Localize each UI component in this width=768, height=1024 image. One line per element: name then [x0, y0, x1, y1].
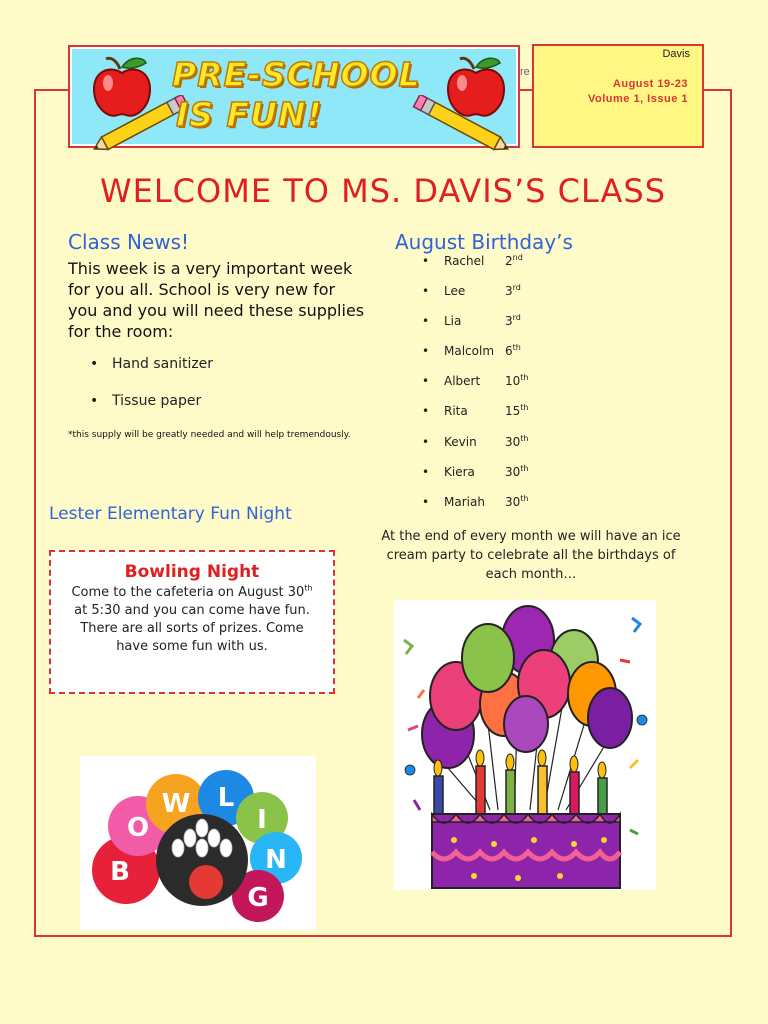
birthdays-heading: August Birthday’s: [395, 230, 573, 254]
birthday-name: Rita: [444, 404, 468, 419]
bowling-body-end: at 5:30 and you can come have fun. There are all sorts of prizes. Come have some fun with us.: [74, 603, 310, 654]
birthday-suffix: th: [520, 493, 529, 503]
supply-list: [90, 356, 213, 430]
list-item: [422, 254, 529, 284]
birthday-suffix: th: [512, 343, 521, 353]
birthday-suffix: rd: [512, 283, 521, 293]
bowling-logo-graphic: [80, 756, 316, 930]
masthead-banner: [68, 45, 520, 148]
banner-line-1: PRE-SCHOOL: [172, 55, 421, 94]
fun-night-heading: Lester Elementary Fun Night: [49, 504, 292, 524]
birthday-suffix: nd: [512, 253, 523, 262]
birthday-day: 6: [505, 344, 513, 359]
issue-dates: August 19-23: [612, 78, 688, 90]
birthday-name: Lee: [444, 284, 466, 299]
birthday-suffix: th: [520, 403, 529, 413]
birthday-suffix: th: [520, 433, 529, 443]
bowling-letter: B: [110, 857, 130, 887]
issue-volume: Volume 1, Issue 1: [587, 93, 688, 105]
birthday-name: Lia: [444, 314, 462, 329]
birthday-day: 30: [505, 494, 521, 509]
bowling-letter: N: [265, 845, 287, 875]
list-item: [422, 314, 529, 344]
bowling-body-sup: th: [304, 583, 313, 593]
birthday-day: 30: [505, 464, 521, 479]
list-item: [422, 404, 529, 434]
birthday-name: Rachel: [444, 254, 485, 268]
page-title: WELCOME TO MS. DAVIS’S CLASS: [99, 172, 667, 210]
bowling-letter: L: [217, 783, 235, 813]
birthday-day: 10: [505, 374, 521, 389]
birthday-list: [422, 254, 529, 525]
birthday-name: Albert: [444, 374, 481, 389]
bowling-night-box: [49, 550, 335, 694]
bowling-letter: W: [161, 789, 191, 819]
birthday-day: 2: [505, 254, 513, 268]
birthday-day: 15: [505, 404, 521, 419]
banner-background: [72, 49, 516, 144]
list-item: [422, 495, 529, 525]
party-note: At the end of every month we will have an ice cream party to celebrate all the birthdays of each month…: [381, 529, 681, 582]
list-item: • Hand sanitizer: [90, 356, 213, 393]
list-item: [422, 284, 529, 314]
birthday-suffix: th: [520, 463, 529, 473]
birthday-name: Mariah: [444, 494, 485, 509]
list-item: • Tissue paper: [90, 393, 213, 430]
bowling-body-start: Come to the cafeteria on August 30: [71, 585, 305, 600]
bowling-logo-image: [80, 756, 316, 930]
birthday-cake-image: [394, 600, 656, 890]
birthday-name: Kiera: [444, 464, 475, 479]
banner-line-2: IS FUN!: [176, 95, 323, 134]
bowling-letter: O: [126, 813, 150, 843]
stray-text: re: [520, 66, 530, 78]
birthday-name: Kevin: [444, 434, 477, 449]
birthday-suffix: rd: [512, 313, 521, 323]
birthday-day: 3: [505, 314, 513, 329]
bowling-night-body: [65, 584, 319, 656]
list-item: [422, 435, 529, 465]
class-news-heading: Class News!: [68, 230, 190, 254]
supply-footnote: *this supply will be greatly needed and will help tremendously.: [68, 430, 351, 440]
list-item: [422, 465, 529, 495]
bowling-night-title: Bowling Night: [124, 562, 260, 582]
list-item: [422, 344, 529, 374]
bowling-letter: I: [257, 805, 267, 835]
birthday-day: 3: [505, 284, 513, 299]
issue-info-box: [532, 44, 704, 148]
birthday-name: Malcolm: [444, 344, 495, 359]
birthday-cake-graphic: [394, 600, 656, 890]
birthday-suffix: th: [520, 373, 529, 383]
bowling-letter: G: [247, 883, 269, 913]
class-news-body: This week is a very important week for you all. School is very new for you and you will need these supplies for the room:: [68, 259, 365, 341]
birthday-day: 30: [505, 434, 521, 449]
issue-name: Davis: [662, 48, 690, 60]
list-item: [422, 374, 529, 404]
pencil-icon: [406, 95, 516, 153]
